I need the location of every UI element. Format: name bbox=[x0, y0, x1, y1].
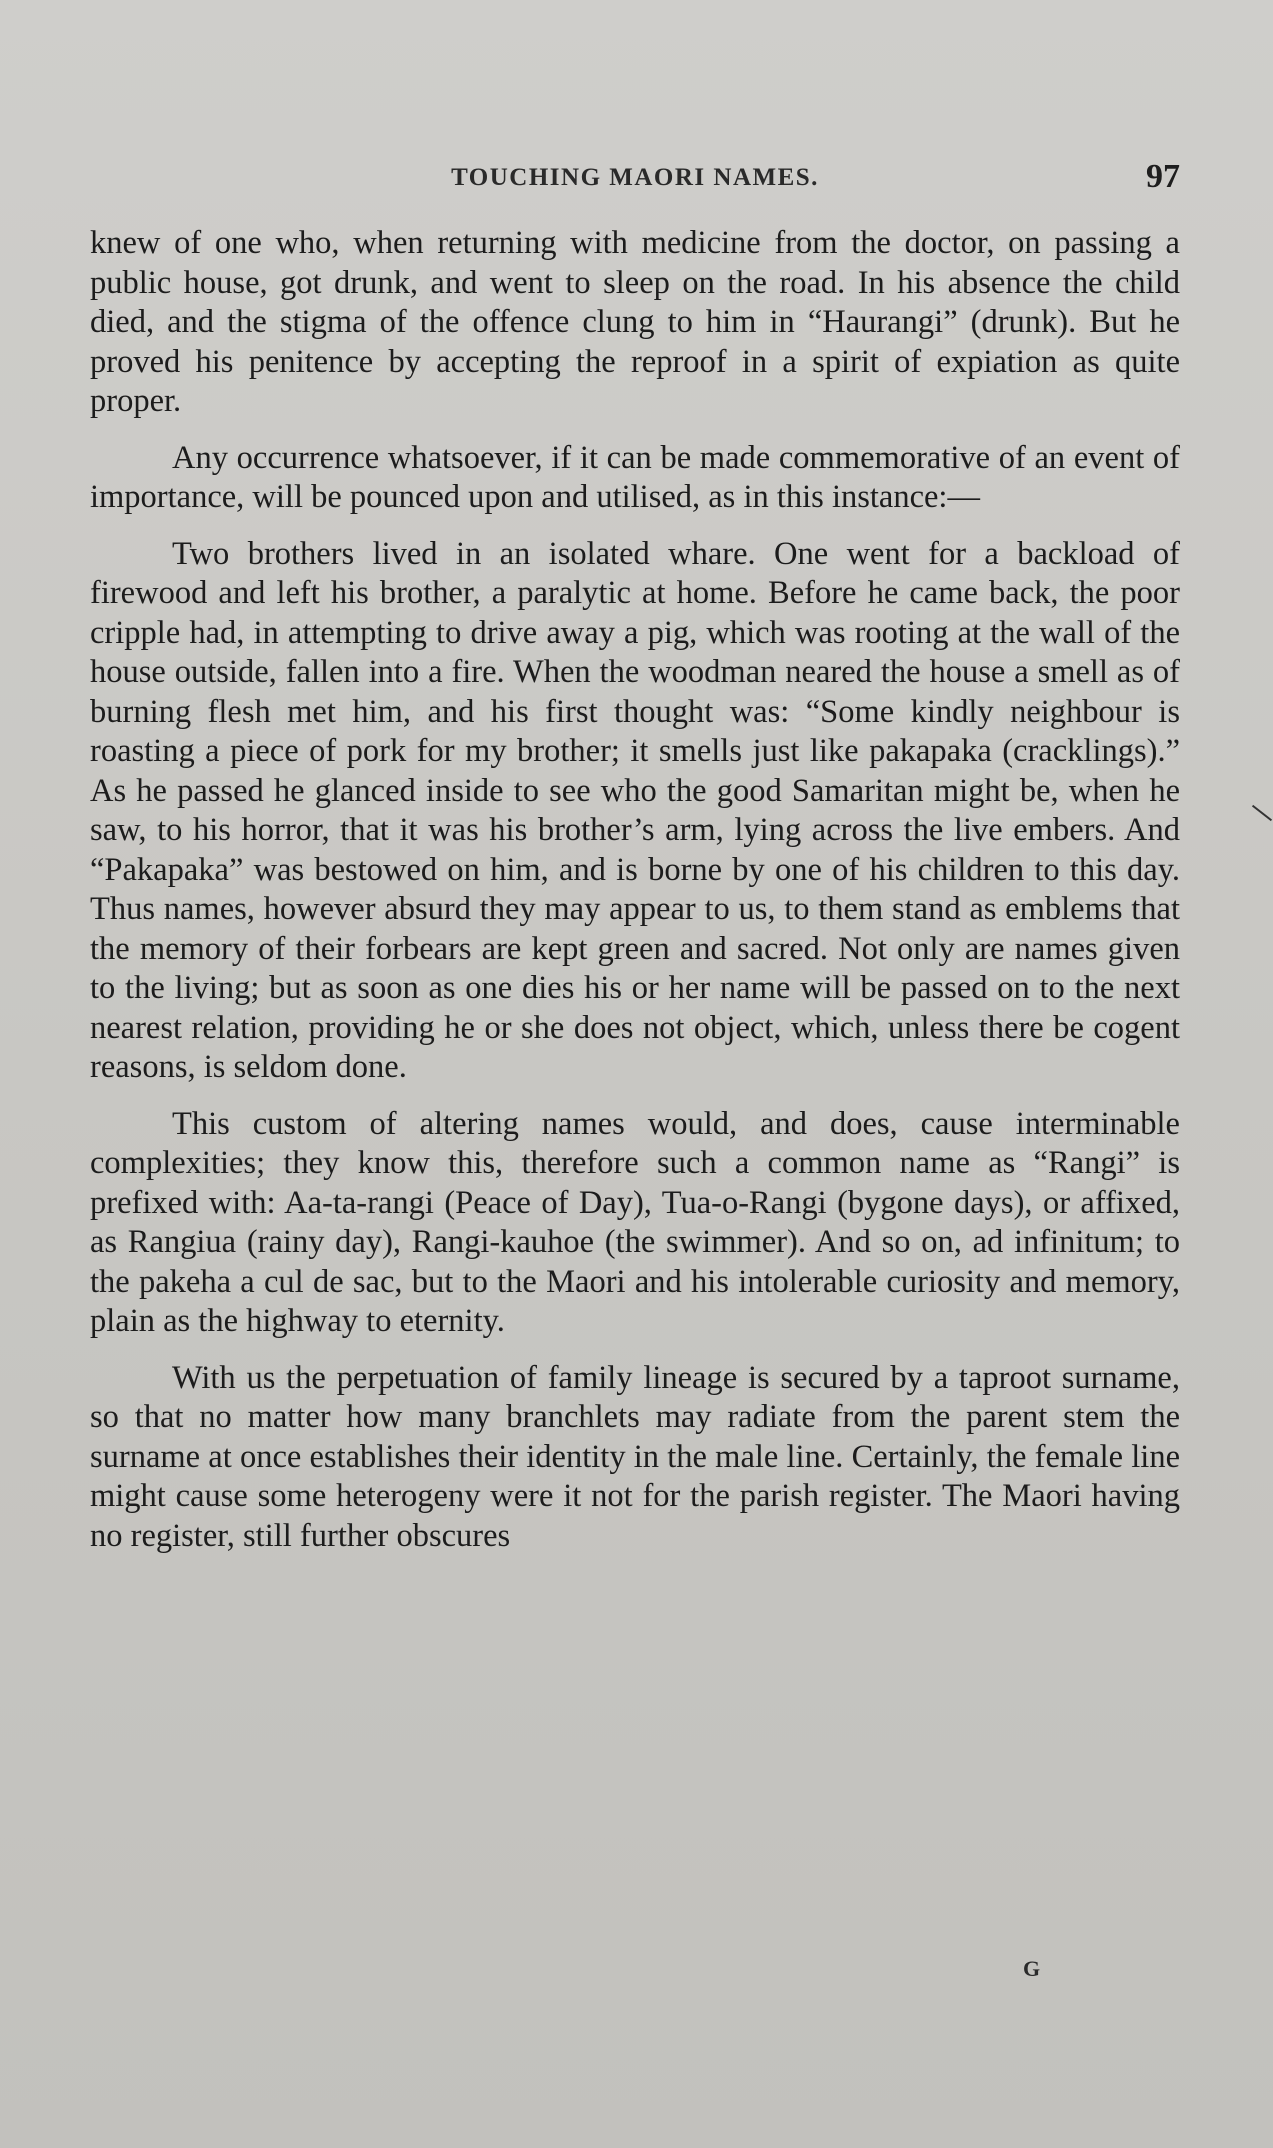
signature-mark: G bbox=[1023, 1956, 1041, 1981]
paragraph-5: With us the perpetuation of family lineage is secured by a taproot surname, so that no matter how many branchlets may radiate from the parent stem the surname at once establishes their identity in the male line. Certainly, the female line might cause some heterogeny were it not for the parish register. The Maori having no register, still further obscures bbox=[90, 1359, 1180, 1554]
paragraph-4: This custom of altering names would, and does, cause interminable complexities; they know this, therefore such a common name as “Rangi” is prefixed with: Aa-ta-rangi (Peace of Day), Tua-o-Rangi (bygone days), or affixed, as Rangiua (rainy day), Rangi-kauhoe (the swimmer). And so on, ad infinitum; to the pakeha a cul de sac, but to the Maori and his intolerable curiosity and memory, plain as the highway to eternity. bbox=[90, 1105, 1180, 1339]
page-number: 97 bbox=[1146, 158, 1180, 195]
paragraph-3: Two brothers lived in an isolated whare. One went for a backload of firewood and left his brother, a paralytic at home. Before he came back, the poor cripple had, in attempting to drive away a pig, which was rooting at the wall of the house outside, fallen into a fire. When the woodman neared the house a smell as of burning flesh met him, and his first thought was: “Some kindly neighbour is roasting a piece of pork for my brother; it smells just like pakapaka (cracklings).” As he passed he glanced inside to see who the good Samaritan might be, when he saw, to his horror, that it was his brother’s arm, lying across the live embers. And “Pakapaka” was bestowed on him, and is borne by one of his children to this day. Thus names, however absurd they may appear to us, to them stand as emblems that the memory of their forbears are kept green and sacred. Not only are names given to the living; but as soon as one dies his or her name will be passed on to the next nearest relation, providing he or she does not object, which, unless there be cogent reasons, is seldom done. bbox=[90, 535, 1180, 1085]
book-page bbox=[90, 158, 1180, 1573]
running-head bbox=[90, 158, 1180, 204]
paragraph-2: Any occurrence whatsoever, if it can be made commemorative of an event of importance, will be pounced upon and utilised, as in this instance:— bbox=[90, 439, 1180, 515]
paragraph-1: knew of one who, when returning with medicine from the doctor, on passing a public house, got drunk, and went to sleep on the road. In his absence the child died, and the stigma of the offence clung to him in “Haurangi” (drunk). But he proved his penitence by accepting the reproof in a spirit of expiation as quite proper. bbox=[90, 225, 1180, 419]
margin-tick-mark bbox=[1252, 805, 1272, 821]
running-title: TOUCHING MAORI NAMES. bbox=[451, 164, 819, 191]
